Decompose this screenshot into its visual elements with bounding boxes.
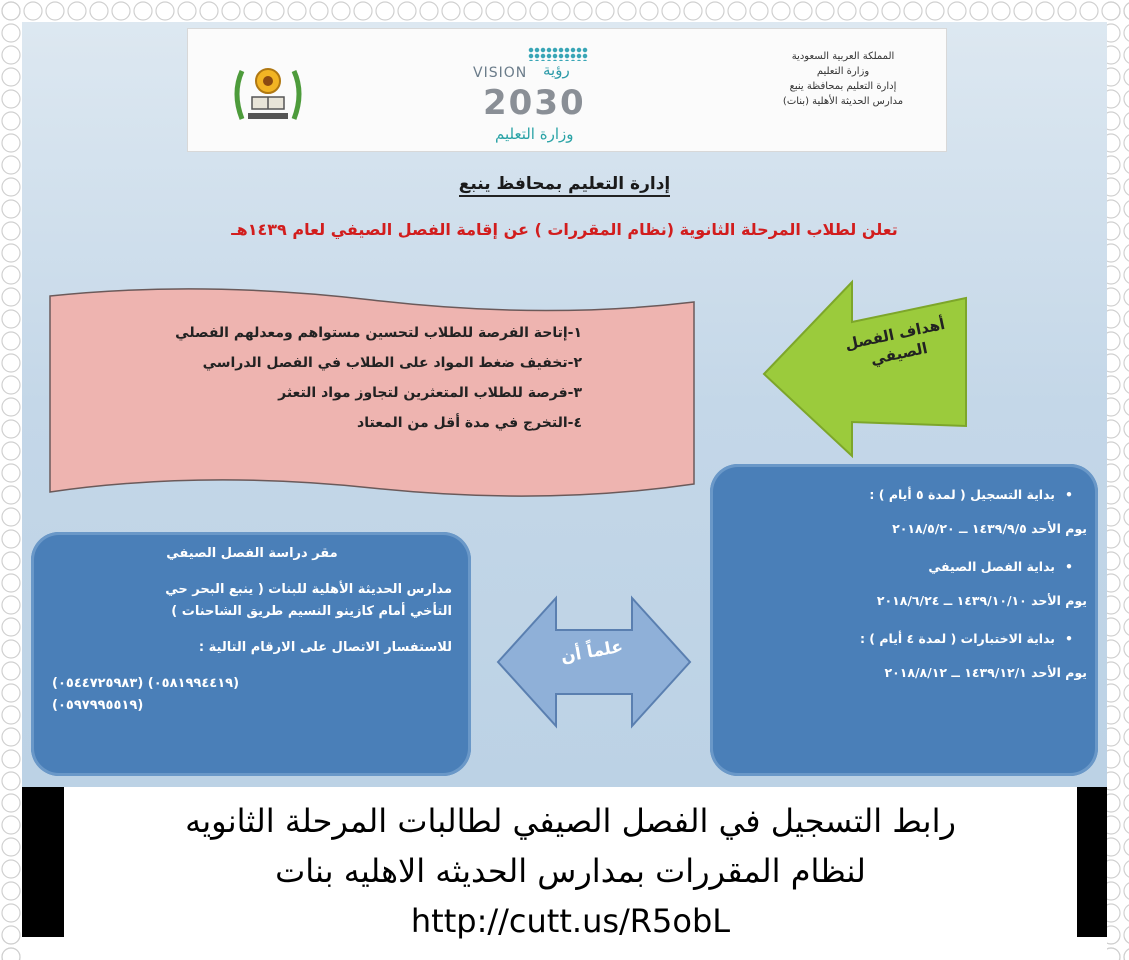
caption-line: لنظام المقررات بمدارس الحديثه الاهليه بنات: [275, 852, 866, 890]
location-line: مدارس الحديثة الأهلية للبنات ( ينبع البحر حي: [165, 582, 452, 597]
department-title: [22, 174, 1107, 194]
black-bar-left: [22, 787, 64, 937]
vision-ruyah-text: رؤية: [543, 61, 570, 79]
letterhead-line: المملكة العربية السعودية: [791, 51, 895, 62]
caption-line: رابط التسجيل في الفصل الصيفي لطالبات المرحلة الثانويه: [185, 802, 956, 840]
goals-list: [112, 318, 582, 438]
letterhead-line: إدارة التعليم بمحافظة ينبع: [789, 81, 897, 92]
goals-label: أهداف الفصل الصيفي: [843, 314, 947, 369]
announcement-title: تعلن لطلاب المرحلة الثانوية (نظام المقررات ) عن إقامة الفصل الصيفي لعام ١٤٣٩هـ: [231, 220, 898, 239]
location-heading: مقر دراسة الفصل الصيفي: [166, 546, 338, 561]
ministry-letterhead-text: [758, 49, 928, 109]
note-label: علماً أن: [559, 636, 625, 668]
location-info: [52, 546, 452, 717]
schedule-info: [722, 484, 1087, 702]
schedule-date: يوم الأحد ١٤٣٩/١٠/١٠ ــ ٢٠١٨/٦/٢٤: [876, 593, 1087, 608]
announcement-poster: [22, 22, 1107, 787]
vision-2030-logo: [473, 47, 633, 142]
letterhead-line: مدارس الحديثة الأهلية (بنات): [782, 96, 904, 107]
schedule-item: • بداية التسجيل ( لمدة ٥ أيام ) :: [722, 486, 1077, 504]
goal-item: ٣-فرصة للطلاب المتعثرين لتجاوز مواد التعثر: [278, 385, 582, 401]
goal-item: ١-إتاحة الفرصة للطلاب لتحسين مستواهم ومعدلهم الفصلي: [175, 325, 582, 341]
black-bar-right: [1077, 787, 1107, 937]
vision-year: 2030: [483, 83, 586, 123]
schedule-date: يوم الأحد ١٤٣٩/٩/٥ ــ ٢٠١٨/٥/٢٠: [892, 521, 1087, 536]
goal-item: ٢-تخفيف ضغط المواد على الطلاب في الفصل الدراسي: [202, 355, 582, 371]
location-line: التأخي أمام كازينو النسيم طريق الشاحنات ): [171, 604, 452, 619]
schedule-date: يوم الأحد ١٤٣٩/١٢/١ ــ ٢٠١٨/٨/١٢: [884, 665, 1087, 680]
registration-link[interactable]: http://cutt.us/R5obL: [410, 902, 731, 940]
registration-caption: [64, 796, 1077, 946]
goal-item: ٤-التخرج في مدة أقل من المعتاد: [357, 415, 582, 431]
department-title-text: إدارة التعليم بمحافظ ينبع: [459, 174, 671, 197]
ministry-of-education-logo-text: وزارة التعليم: [495, 125, 574, 143]
phone-numbers: (٠٥٤٤٧٢٥٩٨٣) (٠٥٨١٩٩٤٤١٩): [52, 676, 240, 691]
schedule-item: • بداية الفصل الصيفي: [722, 558, 1077, 576]
double-arrow-icon: [494, 592, 694, 732]
school-emblem-icon: [228, 57, 308, 129]
letterhead-line: وزارة التعليم: [816, 66, 870, 77]
letterhead: [187, 28, 947, 152]
inquiry-text: للاستفسار الاتصال على الارقام التالية :: [198, 640, 452, 655]
phone-numbers: (٠٥٩٧٩٩٥٥١٩): [52, 698, 144, 713]
vision-label: VISION: [473, 65, 528, 81]
schedule-item: • بداية الاختبارات ( لمدة ٤ أيام ) :: [722, 630, 1077, 648]
vision-dots-pattern: [528, 47, 588, 61]
